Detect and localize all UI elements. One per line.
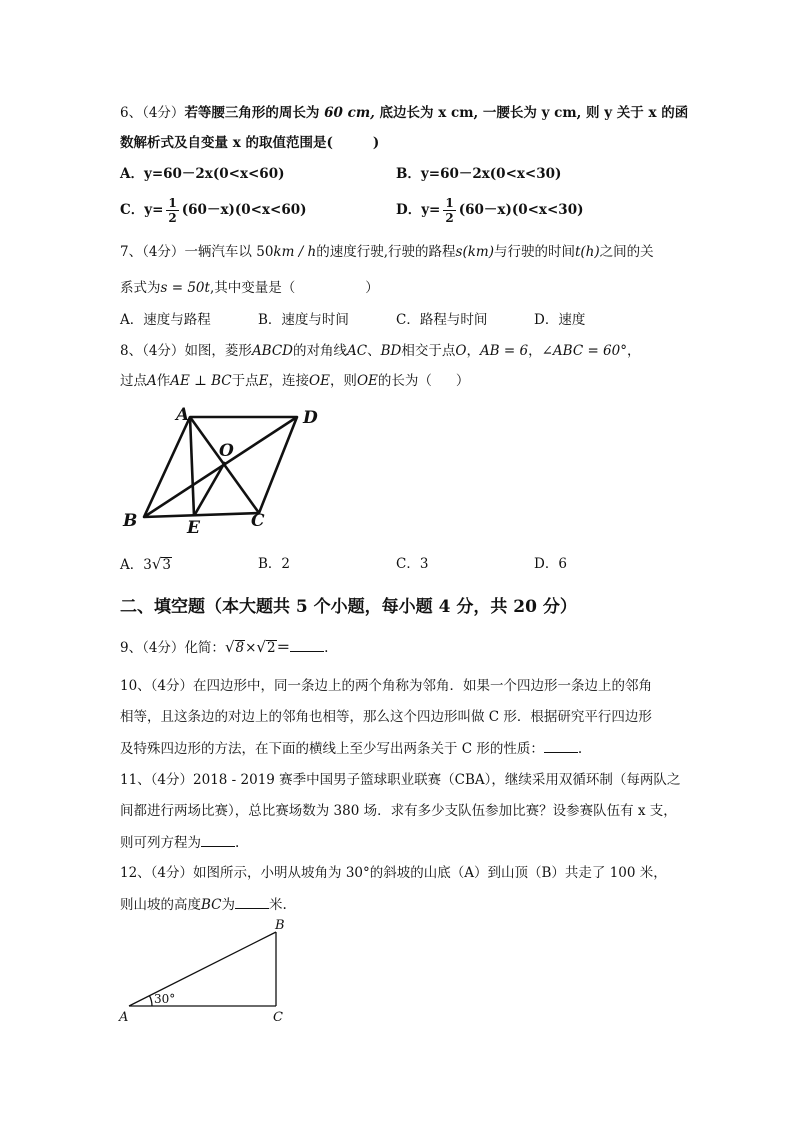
q8-option-b[interactable]: B．2 <box>258 556 291 572</box>
q7-option-b[interactable]: B．速度与时间 <box>258 312 349 328</box>
q7-text: 的速度行驶,行驶的路程 <box>316 244 456 260</box>
q8-text: ，连接 <box>268 373 309 389</box>
q8-math: A <box>147 373 157 389</box>
q7-option-c[interactable]: C．路程与时间 <box>396 312 488 328</box>
q8-math: O <box>455 343 467 359</box>
fraction-denominator: 2 <box>445 211 454 225</box>
q8-text: ， <box>466 343 480 359</box>
rhombus-figure <box>115 400 330 540</box>
angle-label: 30° <box>154 992 176 1006</box>
q8-text: ，则 <box>329 373 357 389</box>
q8-option-d[interactable]: D．6 <box>534 556 567 572</box>
q11-text: 则可列方程为 <box>120 835 201 851</box>
q10-number: 10、（4分） <box>120 678 194 694</box>
label-b: B <box>275 918 285 933</box>
slope-triangle-figure <box>115 915 300 1025</box>
q7-line2 <box>120 278 379 298</box>
q12-text: 则山坡的高度 <box>120 897 201 913</box>
q7-unit: km / h <box>273 244 317 260</box>
q8-option-a[interactable] <box>120 554 172 575</box>
q6-d-text: (60－x)(0<x<30) <box>458 202 584 218</box>
q11-line1 <box>120 770 680 790</box>
radical-sign: √ <box>151 555 162 573</box>
fraction-denominator: 2 <box>168 211 177 225</box>
q10-line3 <box>120 738 582 759</box>
q6-c-text: (60－x)(0<x<60) <box>181 202 307 218</box>
q7-line1 <box>120 242 654 262</box>
q10-text: 相等，且这条边的对边上的邻角也相等，那么这个四边形叫做 C 形．根据研究平行四边形 <box>120 709 652 725</box>
q10-line1 <box>120 676 652 696</box>
q6-line2 <box>120 133 379 153</box>
q8-a-text: A． <box>120 557 144 573</box>
q7-text: 之间的关 <box>599 244 654 260</box>
q8-text: 于点 <box>231 373 259 389</box>
q8-text: 过点 <box>120 373 147 389</box>
radical-sign: √ <box>224 638 235 656</box>
radicand: 8 <box>235 640 245 656</box>
fraction-one-half <box>166 196 178 225</box>
q10-text: . <box>577 741 583 757</box>
q6-option-b[interactable]: B．y=60－2x(0<x<30) <box>396 166 562 182</box>
q8-text: ， <box>626 343 641 359</box>
q6-text: ) <box>372 135 380 151</box>
radicand: 3 <box>162 557 171 573</box>
label-c: C <box>273 1010 283 1025</box>
q8-math: E <box>258 373 269 389</box>
label-a: A <box>119 1010 129 1025</box>
q8-text: 如图，菱形 <box>184 343 252 359</box>
q7-number: 7、（4分） <box>120 244 185 260</box>
label-e: E <box>187 518 200 538</box>
q8-math: ABCD <box>251 343 294 359</box>
q7-option-d[interactable]: D．速度 <box>534 312 586 328</box>
q6-c-text: C．y= <box>120 202 164 218</box>
q9-text: × <box>245 640 257 656</box>
q11-line3 <box>120 832 239 853</box>
q9-text: ＝ <box>276 640 291 656</box>
q8-text: 相交于点 <box>401 343 456 359</box>
q8-text: ， <box>528 343 542 359</box>
q7-text: ） <box>365 280 379 296</box>
altitude-ae <box>190 417 194 516</box>
q6-text: 数解析式及自变量 x 的取值范围是( <box>120 135 333 151</box>
q7-text: 系式为 <box>120 280 161 296</box>
q10-text: 及特殊四边形的方法，在下面的横线上至少写出两条关于 C 形的性质： <box>120 741 544 757</box>
q6-option-c[interactable] <box>120 196 307 225</box>
q9-text: 化简： <box>184 640 225 656</box>
angle-arc <box>150 996 153 1006</box>
q8-text: ） <box>455 373 470 389</box>
q12-number: 12、（4分） <box>120 865 194 881</box>
q11-number: 11、（4分） <box>120 772 194 788</box>
side-ab <box>129 932 276 1006</box>
q8-math: ∠ABC = 60° <box>541 343 627 359</box>
segment-oe <box>194 462 225 516</box>
q7-formula: s = 50t <box>160 280 210 296</box>
q12-line1 <box>120 863 667 883</box>
fraction-numerator: 1 <box>445 196 454 210</box>
radical-sign: √ <box>256 638 266 656</box>
label-b: B <box>123 511 138 531</box>
q7-math: t(h) <box>574 244 600 260</box>
fraction-numerator: 1 <box>168 196 177 210</box>
q6-option-d[interactable] <box>396 196 583 225</box>
q6-number: 6、（4分） <box>120 105 185 121</box>
label-c: C <box>251 511 265 531</box>
q11-text: . <box>235 835 240 851</box>
q8-text: 、 <box>367 343 381 359</box>
q8-option-c[interactable]: C．3 <box>396 556 429 572</box>
q7-text: ,其中变量是（ <box>209 280 296 296</box>
section-heading: 二、填空题（本大题共 5 个小题，每小题 4 分，共 20 分） <box>120 597 577 617</box>
q6-text: 则 y 关于 x 的函 <box>581 105 689 121</box>
q11-text: 2018 - 2019 赛季中国男子篮球职业联赛（CBA），继续采用双循环制（每两队之 <box>193 772 681 788</box>
q8-text: 的长为（ <box>377 373 432 389</box>
q12-text: 米. <box>269 897 287 913</box>
q8-math: AB = 6 <box>479 343 529 359</box>
q6-text: 底边长为 x cm, <box>374 105 479 121</box>
q9-text: . <box>324 640 329 656</box>
q12-line2 <box>120 894 287 915</box>
label-d: D <box>303 408 318 428</box>
q6-option-a[interactable]: A．y=60－2x(0<x<60) <box>120 166 285 182</box>
q8-text: 作 <box>156 373 171 389</box>
q8-math: BD <box>380 343 402 359</box>
q7-text: 与行驶的时间 <box>493 244 575 260</box>
q8-math: AC <box>347 343 368 359</box>
q6-text: 一腰长为 y cm, <box>478 105 582 121</box>
q8-line2 <box>120 371 469 391</box>
q12-text: 如图所示，小明从坡角为 30°的斜坡的山底（A）到山顶（B）共走了 100 米， <box>193 865 667 881</box>
q11-answer-blank[interactable] <box>201 832 235 847</box>
q6-d-text: D．y= <box>396 202 441 218</box>
radicand: 2 <box>266 640 276 656</box>
q11-line2 <box>120 801 677 821</box>
q6-text: 60 cm, <box>324 105 375 121</box>
q11-text: 间都进行两场比赛），总比赛场数为 380 场．求有多少支队伍参加比赛？设参赛队伍有 x 支， <box>120 803 677 819</box>
fraction-one-half <box>443 196 455 225</box>
q6-line1 <box>120 103 688 123</box>
q10-line2 <box>120 707 652 727</box>
q6-text: 若等腰三角形的周长为 <box>184 105 325 121</box>
q7-option-a[interactable]: A．速度与路程 <box>120 312 211 328</box>
q12-math: BC <box>201 897 222 913</box>
q8-math: AE ⊥ BC <box>170 373 232 389</box>
q8-number: 8、（4分） <box>120 343 185 359</box>
q8-text: 的对角线 <box>293 343 348 359</box>
q8-a-coef: 3 <box>143 557 152 573</box>
label-a: A <box>176 405 190 425</box>
q7-text: 一辆汽车以 50 <box>184 244 274 260</box>
q12-answer-blank[interactable] <box>235 894 269 909</box>
q9-answer-blank[interactable] <box>290 637 324 652</box>
q8-math: OE <box>309 373 330 389</box>
label-o: O <box>219 441 234 461</box>
q9-line <box>120 637 328 658</box>
q12-text: 为 <box>221 897 236 913</box>
q8-math: OE <box>356 373 378 389</box>
q7-math: s(km) <box>455 244 494 260</box>
q10-answer-blank[interactable] <box>544 738 578 753</box>
q9-number: 9、（4分） <box>120 640 185 656</box>
q10-text: 在四边形中，同一条边上的两个角称为邻角．如果一个四边形一条边上的邻角 <box>193 678 653 694</box>
q8-line1 <box>120 341 640 361</box>
